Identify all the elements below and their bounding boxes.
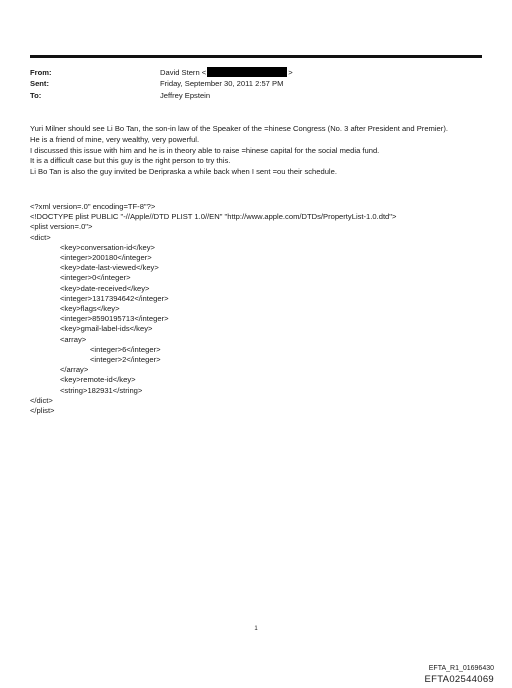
to-label: To: <box>30 91 42 100</box>
xml-line: <integer>8590195713</integer> <box>60 314 169 324</box>
xml-line: <key>date-last-viewed</key> <box>60 263 159 273</box>
xml-line: <?xml version=.0" encoding=TF-8"?> <box>30 202 156 211</box>
to-row <box>30 91 210 101</box>
plist-xml <box>30 202 480 416</box>
to-value: Jeffrey Epstein <box>160 91 211 100</box>
from-name: David Stern < <box>160 68 207 77</box>
xml-line: <integer>6</integer> <box>90 344 161 354</box>
from-value <box>160 67 293 78</box>
xml-line: <key>gmail-label-ids</key> <box>60 324 153 334</box>
page-number: 1 <box>254 626 258 632</box>
xml-line: </dict> <box>30 395 53 405</box>
xml-line: <integer>0</integer> <box>60 273 131 283</box>
body-line: I discussed this issue with him and he is in theory able to raise =hinese capital for the social media fund. <box>30 145 380 155</box>
body-line: He is a friend of mine, very wealthy, very powerful. <box>30 134 200 144</box>
xml-line: <plist version=.0"> <box>30 222 93 232</box>
xml-line: <integer>200180</integer> <box>60 253 152 263</box>
redaction-box <box>207 67 287 77</box>
xml-line: <key>flags</key> <box>60 304 120 314</box>
from-suffix: > <box>288 68 293 77</box>
xml-line: </plist> <box>30 406 55 416</box>
sent-value: Friday, September 30, 2011 2:57 PM <box>160 79 284 88</box>
from-label: From: <box>30 68 52 77</box>
xml-line: <key>remote-id</key> <box>60 375 136 385</box>
xml-line: <integer>1317394642</integer> <box>60 293 169 303</box>
email-body <box>30 124 460 178</box>
body-line: It is a difficult case but this guy is the right person to try this. <box>30 156 231 166</box>
xml-line: <array> <box>60 334 87 344</box>
body-line: Li Bo Tan is also the guy invited be Deripraska a while back when I sent =ou their schedule. <box>30 167 337 177</box>
from-row <box>30 67 293 78</box>
xml-line: <key>date-received</key> <box>60 283 150 293</box>
sent-row <box>30 79 283 89</box>
header-rule <box>30 55 482 58</box>
xml-line: <!DOCTYPE plist PUBLIC "-//Apple//DTD PLIST 1.0//EN" "http://www.apple.com/DTDs/PropertyList-1.0.dtd"> <box>30 212 397 222</box>
bates-number-large: EFTA02544069 <box>424 674 494 685</box>
sent-label: Sent: <box>30 79 49 88</box>
xml-line: <key>conversation-id</key> <box>60 242 155 252</box>
xml-line: <string>182931</string> <box>60 385 143 395</box>
bates-number-small: EFTA_R1_01696430 <box>428 665 494 672</box>
body-line: Yuri Milner should see Li Bo Tan, the son-in law of the Speaker of the =hinese Congress (No. 3 after President and Premier). <box>30 124 448 133</box>
xml-line: <integer>2</integer> <box>90 355 161 365</box>
xml-line: <dict> <box>30 232 51 242</box>
xml-line: </array> <box>60 365 89 375</box>
